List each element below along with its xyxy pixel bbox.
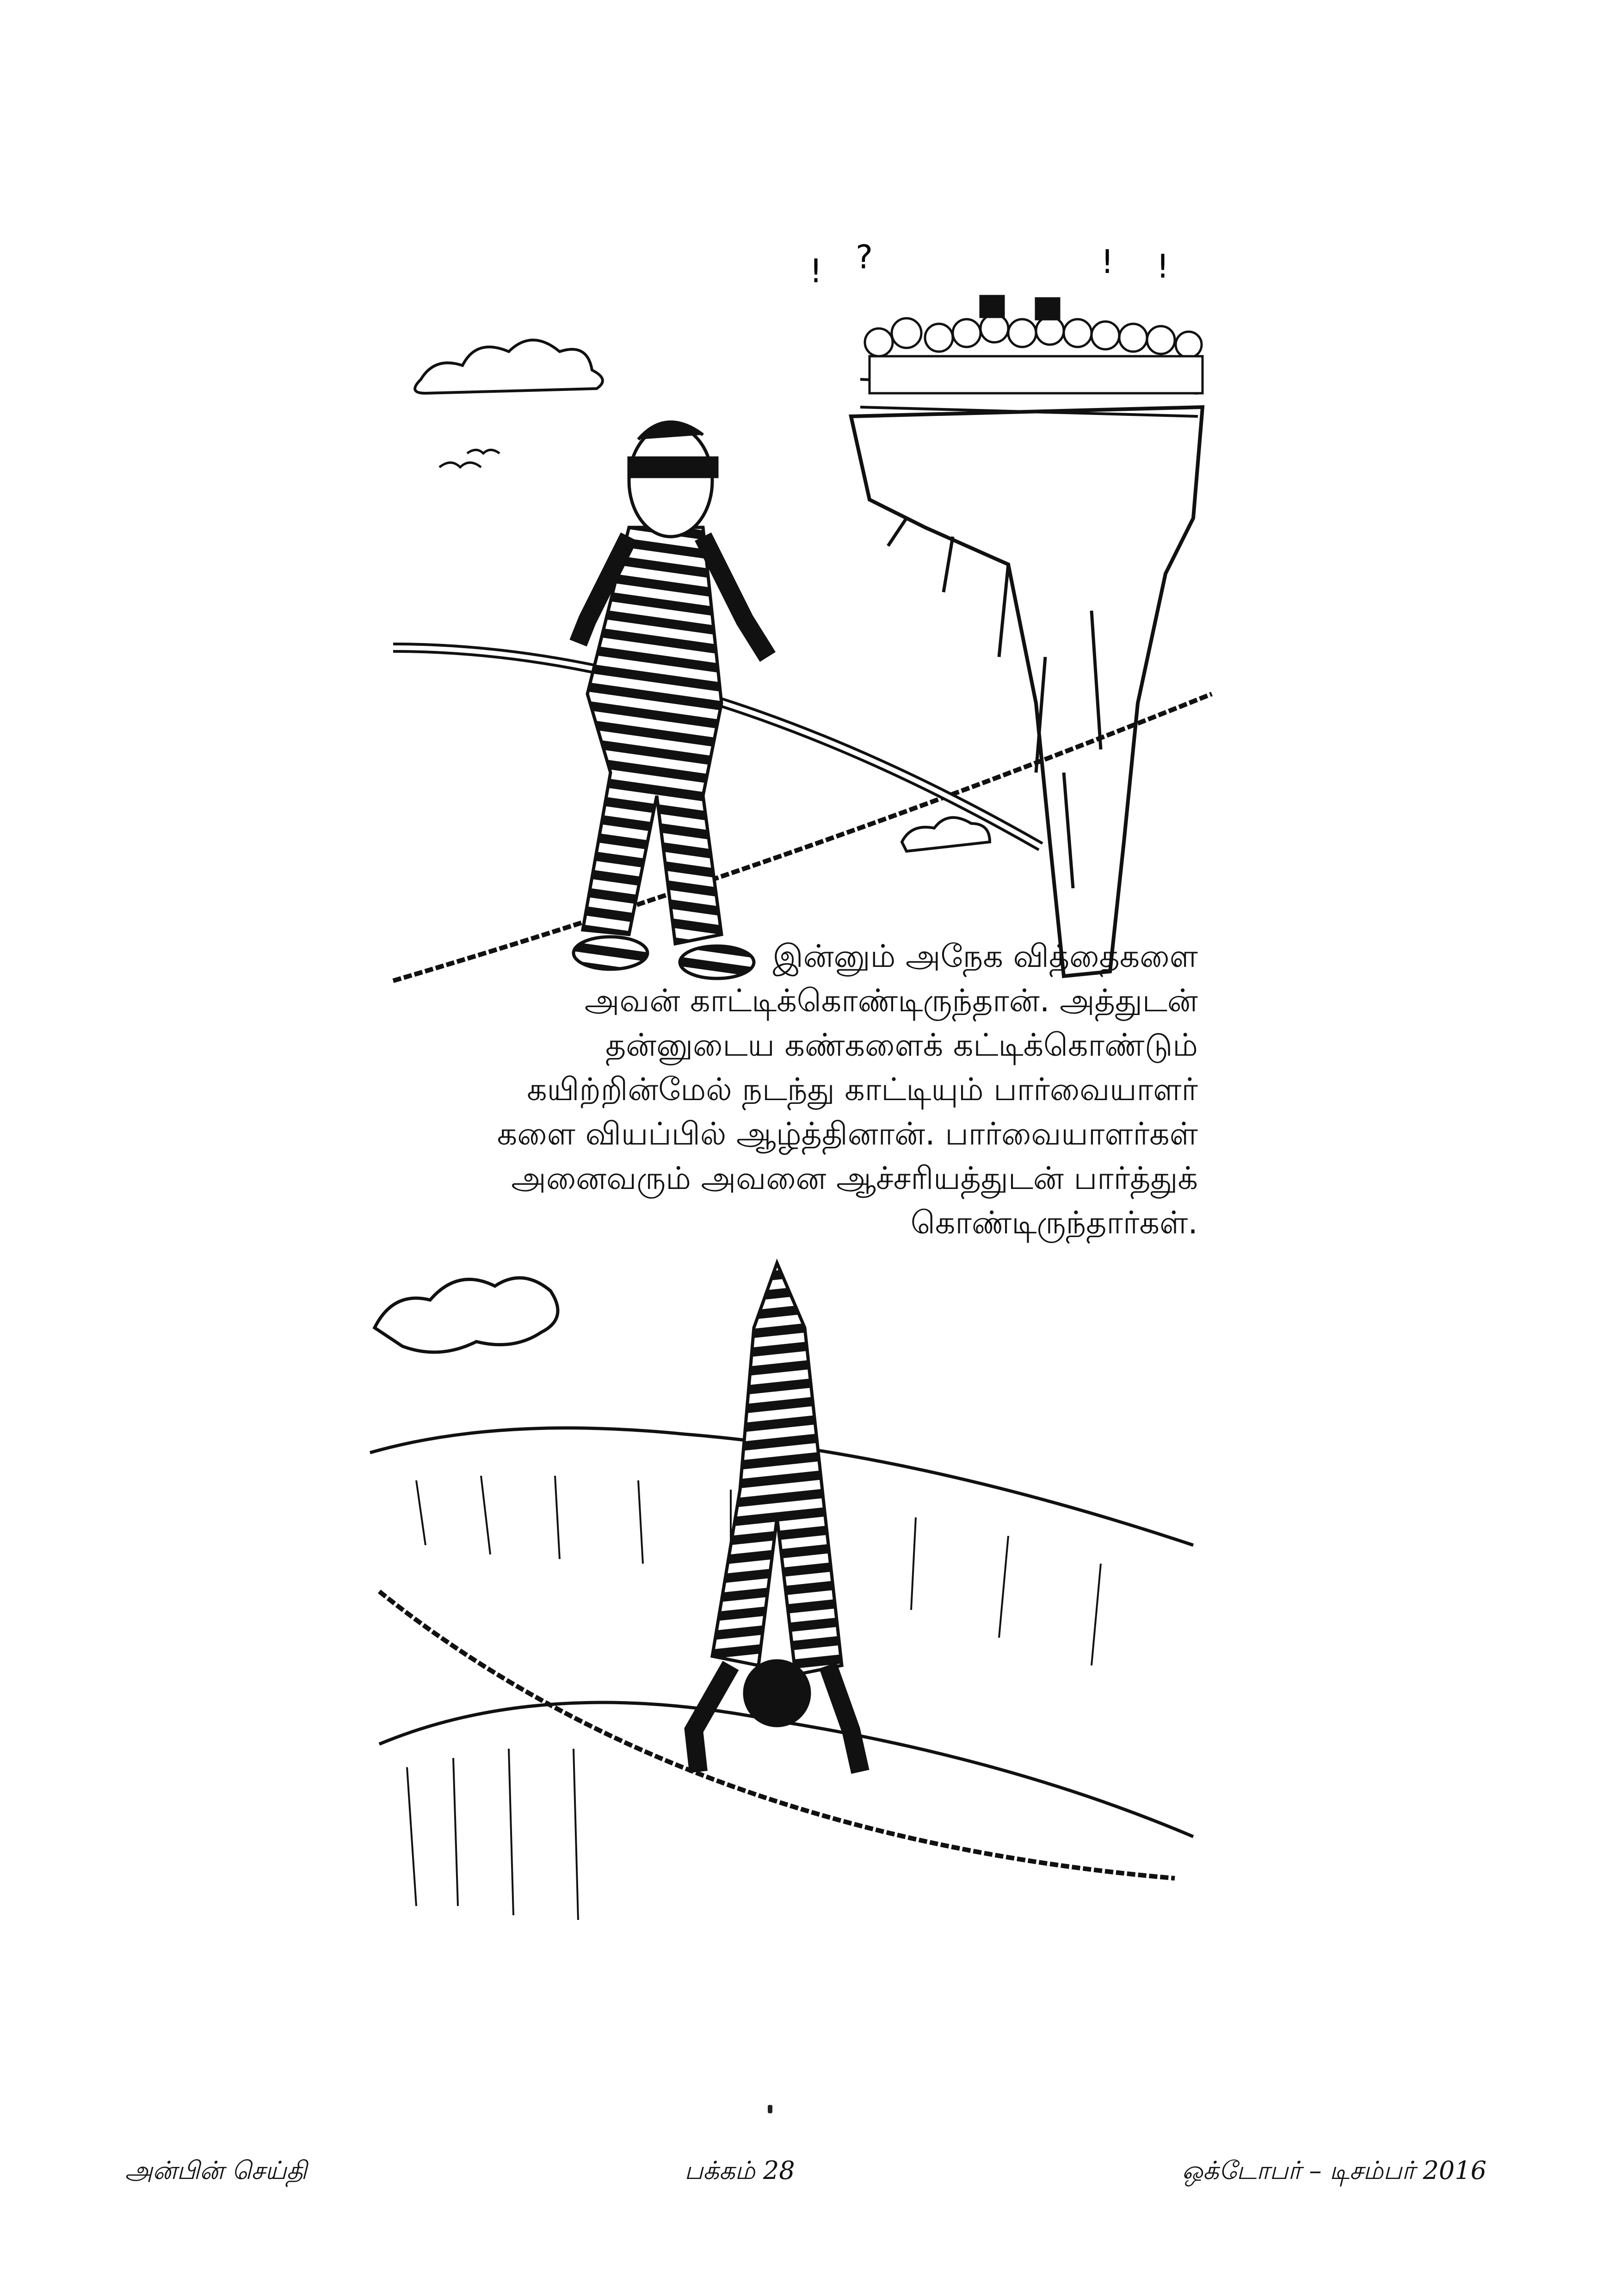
footer-issue-date: ஒக்டோபர் – டிசம்பர் 2016 [1182, 2156, 1486, 2185]
story-text [352, 934, 1198, 1245]
handstand-walker [694, 1263, 860, 1772]
story-line: கயிற்றின்மேல் நடந்து காட்டியும் பார்வையாளர் [527, 1071, 1198, 1108]
cloud-left [415, 340, 603, 393]
cloud-middle [902, 817, 990, 851]
story-line: கொண்டிருந்தார்கள். [910, 1205, 1198, 1241]
footer-publication-title: அன்பின் செய்தி [125, 2156, 307, 2185]
story-line: இன்னும் அநேக வித்தைகளை [772, 938, 1198, 975]
story-line: களை வியப்பில் ஆழ்த்தினான். பார்வையாளர்கள் [497, 1116, 1198, 1152]
footer-page-number: பக்கம் 28 [685, 2156, 795, 2185]
exclamation-mark: ! [1156, 248, 1170, 285]
crowd [865, 296, 1203, 393]
walker [574, 422, 768, 978]
page-mark [768, 2105, 772, 2113]
bird-icon [439, 450, 500, 468]
question-mark: ? [856, 241, 873, 276]
tightrope [379, 1591, 1175, 1878]
story-line: அனைவரும் அவனை ஆச்சரியத்துடன் பார்த்துக் [511, 1160, 1198, 1197]
exclamation-mark: ! [1101, 243, 1114, 281]
foliage [375, 1278, 558, 1352]
story-line: தன்னுடைய கண்களைக் கட்டிக்கொண்டும் [605, 1027, 1198, 1064]
story-line: அவன் காட்டிக்கொண்டிருந்தான். அத்துடன் [584, 983, 1198, 1019]
tightrope-walker-illustration [370, 241, 1226, 990]
handstand-illustration [361, 1258, 1216, 1971]
exclamation-mark: ! [809, 252, 823, 290]
cliff [851, 407, 1203, 976]
